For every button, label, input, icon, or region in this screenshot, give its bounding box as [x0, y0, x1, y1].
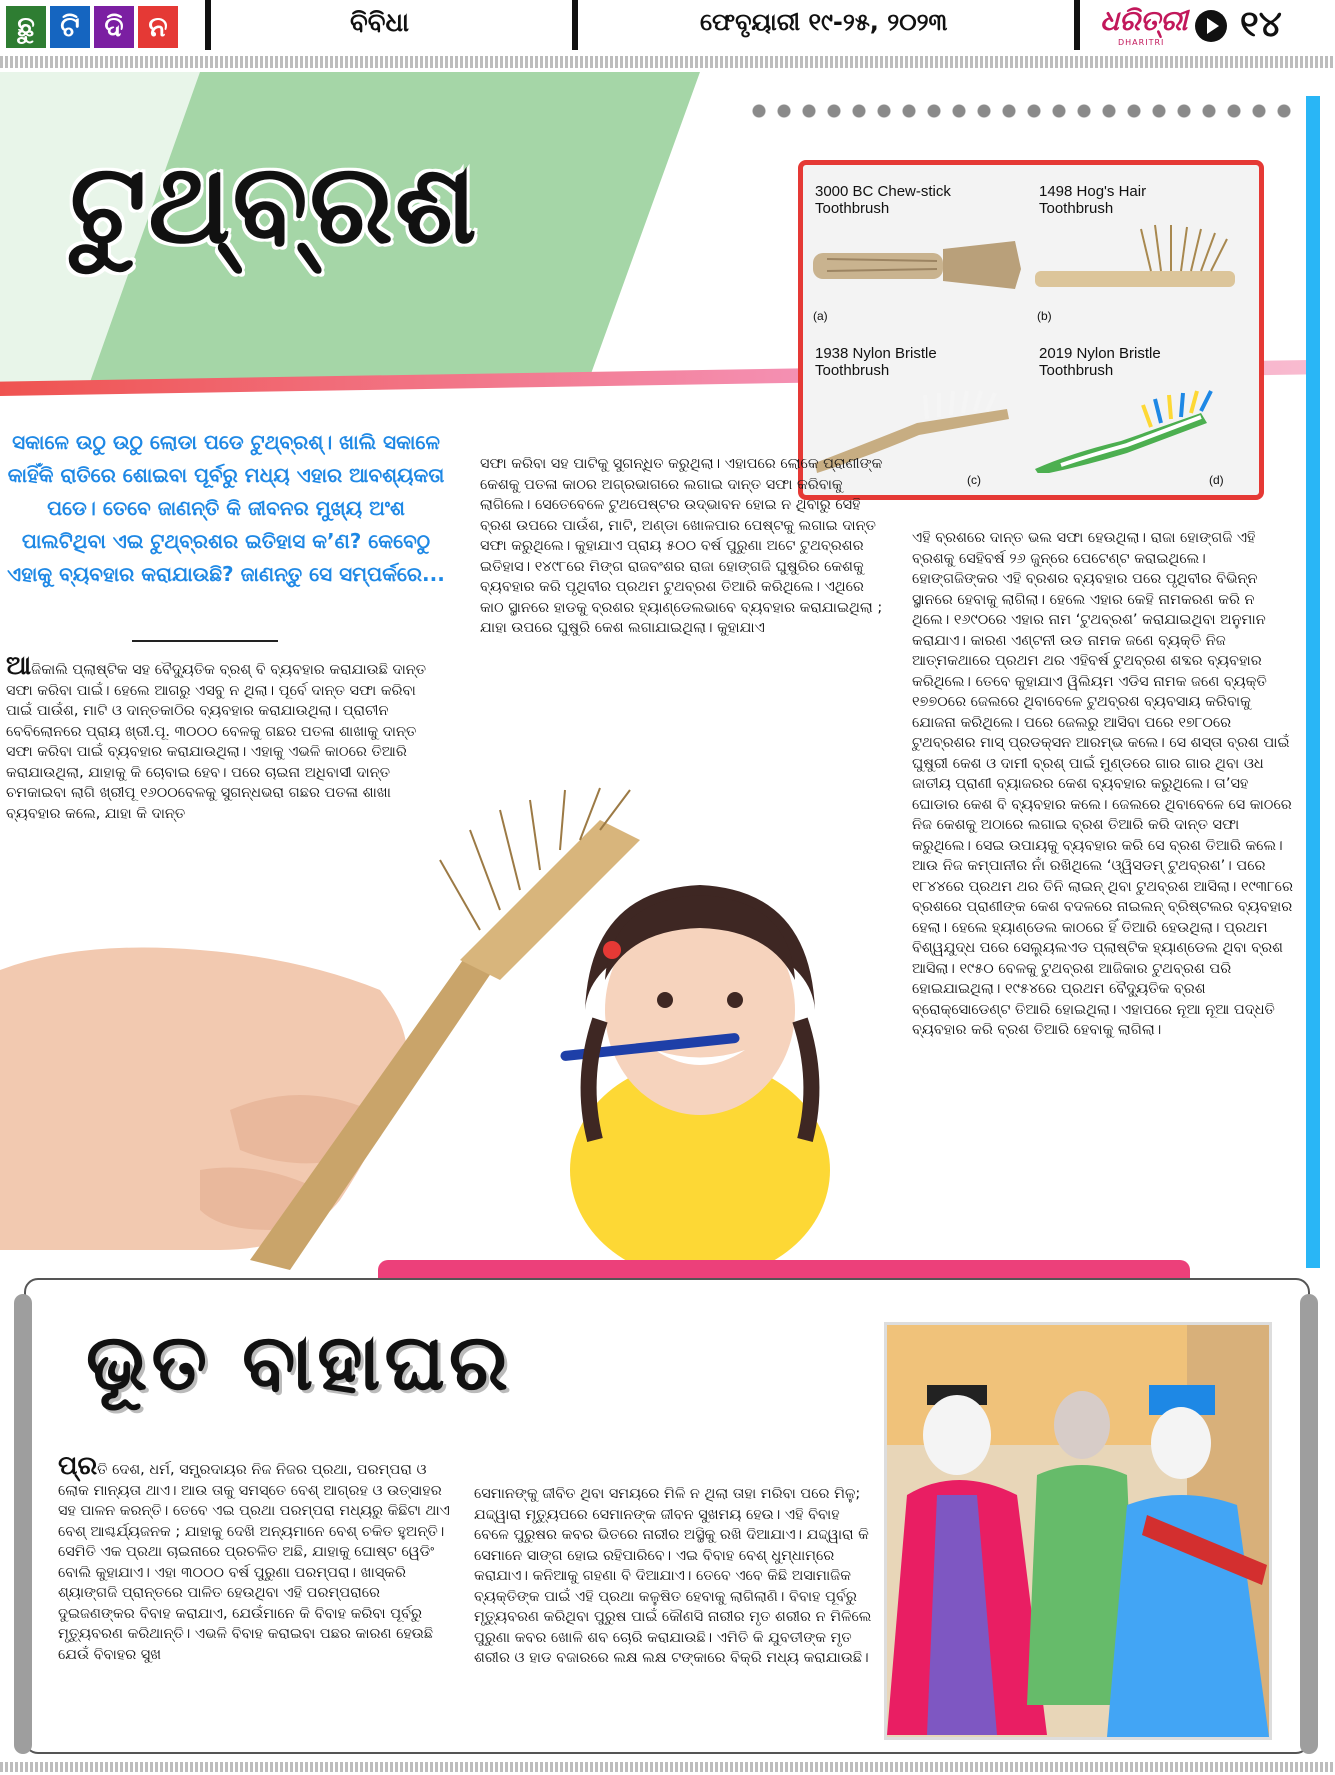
figure-tag: (a) [813, 309, 828, 323]
footer-rule [0, 1762, 1335, 1772]
hogs-hair-brush-image [1031, 219, 1251, 309]
drop-cap: ଆ [6, 651, 32, 681]
scroll-ornament-right [1300, 1294, 1318, 1754]
article-column-2: ସଫା କରିବା ସହ ପାଟିକୁ ସୁଗନ୍ଧିତ କରୁଥିଲା। ଏହାପରେ ଲୋକେ ପ୍ରାଣୀଙ୍କ କେଶକୁ ପତଳା କାଠର ଅଗ୍ରଭାଗରେ ଲଗାଇ ଦାନ୍ତ ସଫା କରିବାକୁ ଲାଗିଲେ। ସେତେବେଳେ ଟୁଥପେଷ୍ଟର ଉଦ୍ଭାବନ ହୋଇ ନ ଥିବାରୁ ସେହି ବ୍ରଶ ଉପରେ ପାଉଁଶ, ମାଟି, ଅଣ୍ଡା ଖୋଳପାର ପେଷ୍ଟକୁ ଲଗାଇ ଦାନ୍ତ ସଫା କରୁଥିଲେ। କୁହାଯାଏ ପ୍ରାୟ ୫୦୦ ବର୍ଷ ପୁରୁଣା ଅଟେ ଟୁଥବ୍ରଶର ଇତିହାସ। ୧୪୯୮ରେ ମିଙ୍ଗ ରାଜବଂଶର ରାଜା ହୋଙ୍ଗଜି ଘୁଷୁରିର କେଶକୁ ବ୍ୟବହାର କରି ପୃଥିବୀର ପ୍ରଥମ ଟୁଥବ୍ରଶ ତିଆରି କରିଥିଲେ। ଏଥିରେ କାଠ ସ୍ଥାନରେ ହାଡକୁ ବ୍ରଶର ହ୍ୟାଣ୍ଡେଲଭାବେ ବ୍ୟବହାର କରାଯାଇଥିଲା ; ଯାହା ଉପରେ ଘୁଷୁରି କେଶ ଲଗାଯାଇଥିଲା। କୁହାଯାଏ [480, 456, 883, 636]
figure-cell-d [1031, 331, 1251, 489]
article-column-3: ଏହି ବ୍ରଶରେ ଦାନ୍ତ ଭଲ ସଫା ହେଉଥିଲା। ରାଜା ହୋଙ୍ଗଜି ଏହି ବ୍ରଶକୁ ସେହିବର୍ଷ ୨୬ ଜୁନ୍‌ରେ ପେଟେଣ୍ଟ କରାଇଥିଲେ। ହୋଙ୍ଗଜିଙ୍କର ଏହି ବ୍ରଶର ବ୍ୟବହାର ପରେ ପୃଥିବୀର ବିଭିନ୍ନ ସ୍ଥାନରେ ହେବାକୁ ଲାଗିଲା। ହେଲେ ଏହାର କେହି ନାମକରଣ କରି ନ ଥିଲେ। ୧୬୯୦ରେ ଏହାର ନାମ ‘ଟୁଥବ୍ରଶ’ କରାଯାଇଥିବା ଅନୁମାନ କରାଯାଏ। କାରଣ ଏଣ୍ଟନୀ ଉଡ ନାମକ ଜଣେ ବ୍ୟକ୍ତି ନିଜ ଆତ୍ମକଥାରେ ପ୍ରଥମ ଥର ଏହିବର୍ଷ ଟୁଥବ୍ରଶ ଶବ୍ଦର ବ୍ୟବହାର କରିଥିଲେ। ତେବେ କୁହାଯାଏ ୱିଲିୟମ ଏଡିସ ନାମକ ଜଣେ ବ୍ୟକ୍ତି ୧୭୭୦ରେ ଜେଲରେ ଥିବାବେଳେ ଟୁଥବ୍ରଶ ବ୍ୟବସାୟ କରିବାକୁ ଯୋଜନା କରିଥିଲେ। ପରେ ଜେଲରୁ ଆସିବା ପରେ ୧୭୮୦ରେ ଟୁଥବ୍ରଶର ମାସ୍ ପ୍ରଡକ୍ସନ ଆରମ୍ଭ କଲେ। ସେ ଶସ୍ତା ବ୍ରଶ ପାଇଁ ଘୁଷୁରୀ କେଶ ଓ ଦାମୀ ବ୍ରଶ୍‌ ପାଇଁ ମୁଣ୍ଡରେ ଗାର ଗାର ଥିବା ଓଧ ଜାତୀୟ ପ୍ରାଣୀ ବ୍ୟାଜରର କେଶ ବ୍ୟବହାର କରୁଥିଲେ। ତା’ସହ ଘୋଡାର କେଶ ବି ବ୍ୟବହାର କଲେ। ଜେଲରେ ଥିବାବେଳେ ସେ କାଠରେ ନିଜ କେଶକୁ ଅଠାରେ ଲଗାଇ ବ୍ରଶ ତିଆରି କରି ଦାନ୍ତ ସଫା କରୁଥିଲେ। ସେଇ ଉପାୟକୁ ବ୍ୟବହାର କରି ସେ ବ୍ରଶ ତିଆରି କଲେ। ଆଉ ନିଜ କମ୍ପାନୀର ନାଁ ରଖିଥିଲେ ‘ଓ୍ୱିସଡମ୍ ଟୁଥବ୍ରଶ’। ପରେ ୧୮୪୪ରେ ପ୍ରଥମ ଥର ତିନି ଲାଇନ୍ ଥିବା ଟୁଥବ୍ରଶ ଆସିଲା। ୧୯୩୮ରେ ବ୍ରଶରେ ପ୍ରାଣୀଙ୍କ କେଶ ବଦଳରେ ନାଇଲନ୍ ବ୍ରିଷ୍ଟଲର ବ୍ୟବହାର ହେଲା। ହେଲେ ହ୍ୟାଣ୍ଡେଲ କାଠରେ ହିଁ ତିଆରି ହେଉଥିଲା। ପ୍ରଥମ ବିଶ୍ୱଯୁଦ୍ଧ ପରେ ସେଲ୍ୟୁଲଏଡ ପ୍ଲାଷ୍ଟିକ ହ୍ୟାଣ୍ଡେଲ ଥିବା ବ୍ରଶ ଆସିଲା। ୧୯୫୦ ବେଳକୁ ଟୁଥବ୍ରଶ ଆଜିକାର ଟୁଥବ୍ରଶ ପରି ହୋଇଯାଇଥିଲା। ୧୯୫୪ରେ ପ୍ରଥମ ବୈଦ୍ୟୁତିକ ବ୍ରଶ ବ୍ରୋକ୍ସୋଡେଣ୍ଟ ତିଆରି ହୋଇଥିଲା। ଏହାପରେ ନୂଆ ନୂଆ ପଦ୍ଧତି ବ୍ୟବହାର କରି ବ୍ରଶ ତିଆରି ହେବାକୁ ଲାଗିଲା। [912, 530, 1293, 1038]
figure-tag: (d) [1209, 473, 1224, 487]
page-number: ୧୪ [1240, 4, 1282, 45]
section-name: ବିବିଧା [350, 8, 409, 38]
brand-letter-3: ଦି [94, 6, 134, 48]
ghost-wedding-photo [884, 1322, 1272, 1740]
nylon-brush-2019-image [1031, 383, 1251, 473]
figure-caption: 3000 BC Chew-stick Toothbrush [815, 183, 951, 217]
page-header [0, 0, 1335, 54]
toothbrush-history-figure [798, 160, 1264, 500]
header-divider [572, 0, 578, 50]
newspaper-logo: ଧରିତ୍ରୀ [1100, 4, 1188, 37]
newspaper-logo-sub: DHARITRI [1118, 38, 1165, 47]
intro-divider [132, 640, 278, 642]
column-text: ଜିକାଲି ପ୍ଲାଷ୍ଟିକ ସହ ବୈଦ୍ୟୁତିକ ବ୍ରଶ୍‌ ବି ବ୍ୟବହାର କରାଯାଉଛି ଦାନ୍ତ ସଫା କରିବା ପାଇଁ। ହେଲେ ଆଗରୁ ଏସବୁ ନ ଥିଲା। ପୂର୍ବେ ଦାନ୍ତ ସଫା କରିବା ପାଇଁ ପାଉଁଶ, ମାଟି ଓ ଦାନ୍ତକାଠିର ବ୍ୟବହାର କରାଯାଉଥିଲା। ପ୍ରାଚୀନ ବେବିଲୋନରେ ପ୍ରାୟ ଖ୍ରୀ.ପୂ. ୩୦୦୦ ବେଳକୁ ଗଛର ପତଳା ଶାଖାକୁ ଦାନ୍ତ ସଫା କରିବା ପାଇଁ ବ୍ୟବହାର କରାଯାଉଥିଲା। ଏହାକୁ ଏଭଳି କାଠରେ ତିଆରି କରାଯାଉଥିଲା, ଯାହାକୁ କି ଚୋବାଇ ହେବ। ପରେ ଚାଇନା ଅଧିବାସୀ ଦାନ୍ତ ଚମକାଇବା ଲାଗି ଖ୍ରୀପୂ ୧୬୦୦ବେଳକୁ ସୁଗନ୍ଧଭରା ଗଛର ପତଳା ଶାଖା ବ୍ୟବହାର କଲେ, ଯାହା କି ଦାନ୍ତ [6, 662, 427, 822]
figure-cell-a [807, 169, 1027, 327]
issue-date: ଫେବୃୟାରୀ ୧୯-୨୫, ୨୦୨୩ [700, 8, 948, 36]
article-title: ଟୁଥ୍‌ବ୍ରଶ [70, 140, 479, 268]
scroll-ornament-left [14, 1294, 32, 1754]
chew-stick-image [807, 219, 1027, 309]
brand-letter-2: ଟି [50, 6, 90, 48]
figure-tag: (c) [967, 473, 981, 487]
article-intro: ସକାଳେ ଉଠୁ ଉଠୁ ଲୋଡା ପଡେ ଟୁଥ୍‌ବ୍ରଶ୍‌। ଖାଲି ସକାଳେ କାହିଁକି ରାତିରେ ଶୋଇବା ପୂର୍ବରୁ ମଧ୍ୟ ଏହାର ଆବଶ୍ୟକତା ପଡେ। ତେବେ ଜାଣନ୍ତି କି ଜୀବନର ମୁଖ୍ୟ ଅଂଶ ପାଲଟିଥିବା ଏଇ ଟୁଥ୍‌ବ୍ରଶର ଇତିହାସ କ’ଣ? କେବେଠୁ ଏହାକୁ ବ୍ୟବହାର କରାଯାଉଛି? ଜାଣନ୍ତୁ ସେ ସମ୍ପର୍କରେ... [7, 430, 445, 586]
brand-letter-1: ଛୁ [6, 6, 46, 48]
article-column-2: ସେମାନଙ୍କୁ ଜୀବିତ ଥିବା ସମୟରେ ମିଳି ନ ଥିଲା ତାହା ମରିବା ପରେ ମିଳୁ; ଯଦ୍ଦ୍ୱାରା ମୃତ୍ୟୁପରେ ସେମାନଙ୍କ ଜୀବନ ସୁଖମୟ ହେଉ। ଏହି ବିବାହ ବେଳେ ପୁରୁଷର କବର ଭିତରେ ନାରୀର ଅସ୍ଥିକୁ ରଖି ଦିଆଯାଏ। ଯଦ୍ଦ୍ୱାରା କି ସେମାନେ ସାଙ୍ଗ ହୋଇ ରହିପାରିବେ। ଏଇ ବିବାହ ବେଶ୍‌ ଧୁମ୍‌ଧାମ୍‌ରେ କରାଯାଏ। କନିଆକୁ ଗହଣା ବି ଦିଆଯାଏ। ତେବେ ଏବେ କିଛି ଅସାମାଜିକ ବ୍ୟକ୍ତିଙ୍କ ପାଇଁ ଏହି ପ୍ରଥା କଳୁଷିତ ହେବାକୁ ଲାଗିଲାଣି। ବିବାହ ପୂର୍ବରୁ ମୃତ୍ୟୁବରଣ କରିଥିବା ପୁରୁଷ ପାଇଁ କୌଣସି ନାରୀର ମୃତ ଶରୀର ନ ମିଳିଲେ ପୁରୁଣା କବର ଖୋଳି ଶବ ଚୋରି କରାଯାଉଛି। ଏମିତି କି ଯୁବତୀଙ୍କ ମୃତ ଶରୀର ଓ ହାଡ ବଜାରରେ ଲକ୍ଷ ଲକ୍ଷ ଟଙ୍କାରେ ବିକ୍ରି ମଧ୍ୟ କରାଯାଉଛି। [474, 1486, 872, 1666]
header-rule [0, 56, 1335, 68]
article-column-1 [58, 1451, 458, 1665]
hand-and-child-illustration [0, 780, 900, 1280]
drop-cap: ପ୍ର [58, 1451, 98, 1481]
figure-tag: (b) [1037, 309, 1052, 323]
article-title: ଭୂତ ବାହାଘର [86, 1318, 512, 1408]
right-accent-bar [1306, 96, 1320, 1268]
figure-caption: 1938 Nylon Bristle Toothbrush [815, 345, 937, 379]
header-divider [1074, 0, 1080, 50]
brand-letter-4: ନ [138, 6, 178, 48]
section-divider-strip [378, 1260, 1190, 1280]
figure-cell-b [1031, 169, 1251, 327]
figure-caption: 1498 Hog's Hair Toothbrush [1039, 183, 1147, 217]
figure-caption: 2019 Nylon Bristle Toothbrush [1039, 345, 1161, 379]
play-icon [1195, 10, 1227, 42]
dot-row [752, 104, 1292, 118]
header-divider [205, 0, 211, 50]
column-text: ତି ଦେଶ, ଧର୍ମ, ସମ୍ପ୍ରଦାୟର ନିଜ ନିଜର ପ୍ରଥା, ପରମ୍ପରା ଓ ଲୋକ ମାନ୍ୟତା ଥାଏ। ଆଉ ତାକୁ ସମସ୍ତେ ବେଶ୍‌ ଆଗ୍ରହ ଓ ଉତ୍ସାହର ସହ ପାଳନ କରନ୍ତି। ତେବେ ଏଇ ପ୍ରଥା ପରମ୍ପରା ମଧ୍ୟରୁ କିଛିଟା ଥାଏ ବେଶ୍‌ ଆଶ୍ଚର୍ଯ୍ୟଜନକ ; ଯାହାକୁ ଦେଖି ଅନ୍ୟମାନେ ବେଶ୍‌ ଚକିତ ହୁଅନ୍ତି। ସେମିତି ଏକ ପ୍ରଥା ଚାଇନାରେ ପ୍ରଚଳିତ ଅଛି, ଯାହାକୁ ଘୋଷ୍ଟ ୱେଡିଂ ବୋଲି କୁହାଯାଏ। ଏହା ୩୦୦୦ ବର୍ଷ ପୁରୁଣା ପରମ୍ପରା। ଖାସ୍‌କରି ଶ୍ୟାଙ୍ଗଜି ପ୍ରାନ୍ତରେ ପାଳିତ ହେଉଥିବା ଏହି ପରମ୍ପରାରେ ଦୁଇଜଣଙ୍କର ବିବାହ କରାଯାଏ, ଯେଉଁମାନେ କି ବିବାହ କରିବା ପୂର୍ବରୁ ମୃତ୍ୟୁବରଣ କରିଥାନ୍ତି। ଏଭଳି ବିବାହ କରାଇବା ପଛର କାରଣ ହେଉଛି ଯେଉଁ ବିବାହର ସୁଖ [58, 1462, 450, 1663]
